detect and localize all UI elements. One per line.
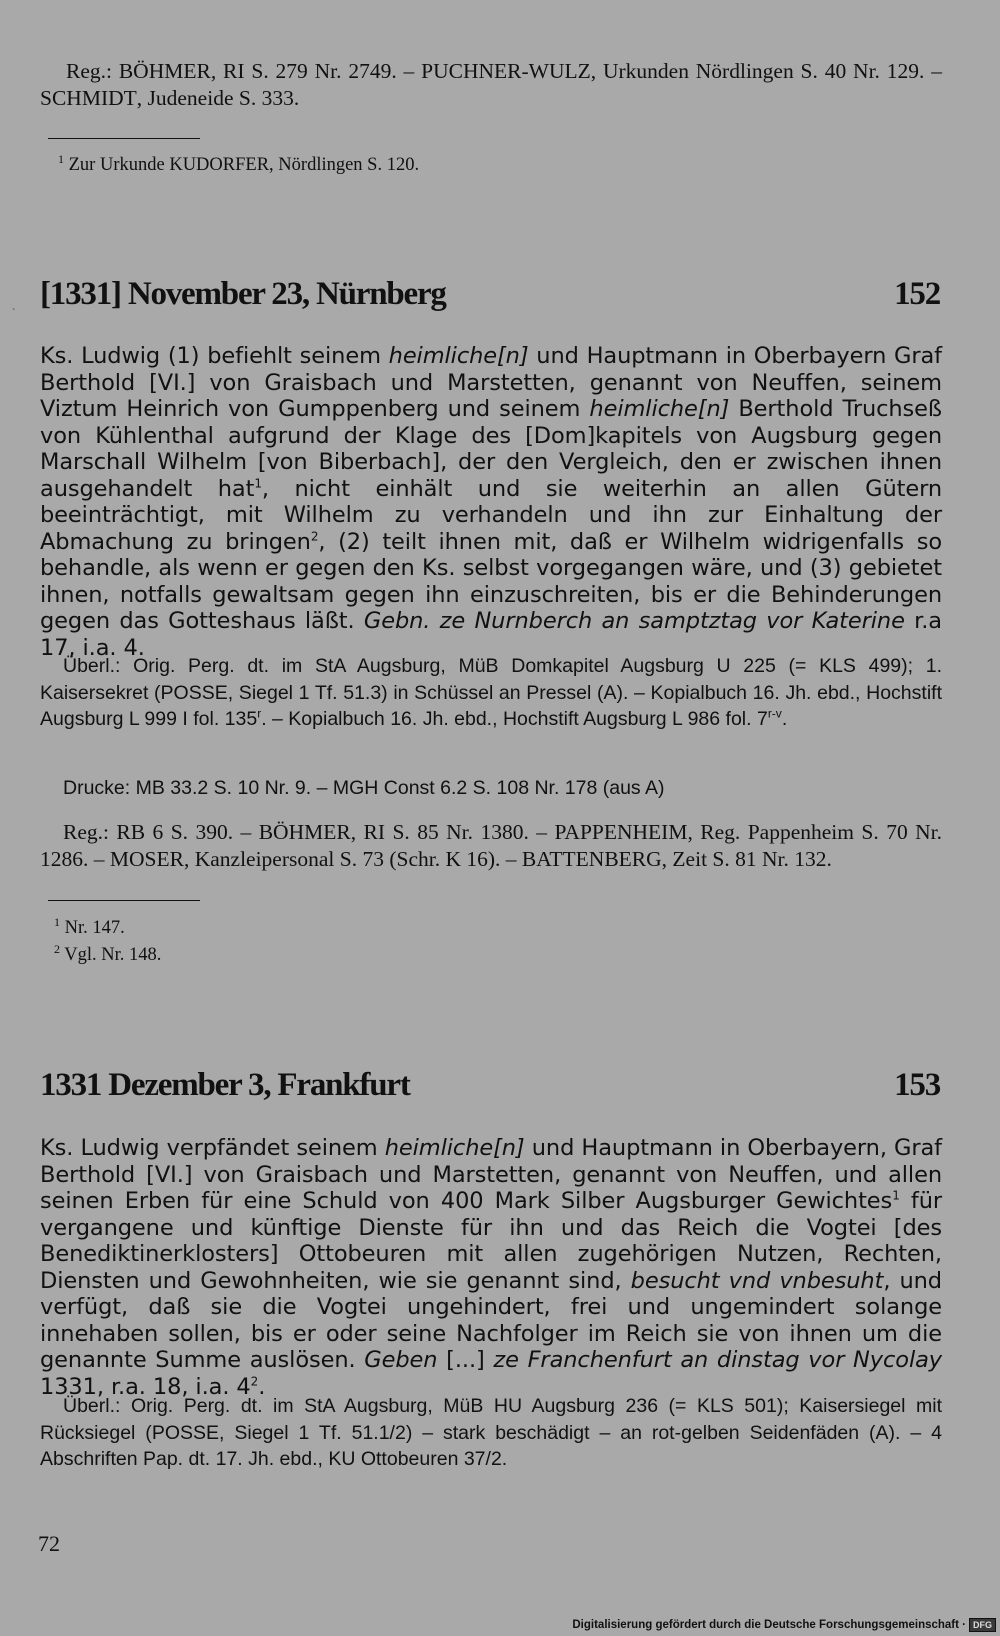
- document-heading-152: [40, 276, 940, 313]
- page-number: 72: [38, 1531, 60, 1556]
- dfg-logo: DFG: [969, 1618, 996, 1632]
- footnote-152-2: $^2$ Vgl. Nr. 148.: [54, 941, 162, 965]
- digitization-footer: [572, 1618, 996, 1632]
- margin-mark: `: [12, 308, 16, 319]
- document-number: 152: [894, 276, 940, 312]
- footer-text: Digitalisierung gefördert durch die Deutsche Forschungsgemeinschaft ·: [572, 1619, 966, 1631]
- drucke-152: [40, 775, 942, 802]
- ueberlieferung-paragraph: Überl.: Orig. Perg. dt. im StA Augsburg, MüB Domkapitel Augsburg U 225 (= KLS 499); 1. Kaisersekret (POSSE, Siegel 1 Tf. 51.3) in Schüssel an Pressel (A). – Kopialbuch 16. Jh. ebd., Hochstift Augsburg L 999 I fol. 135$^r$. – Kopialbuch 16. Jh. ebd., Hochstift Augsburg L 986 fol. 7$^{r-v}$.: [40, 655, 942, 730]
- footnote-top-1: $^1$ Zur Urkunde KUDORFER, Nördlingen S. 120.: [58, 151, 420, 175]
- document-number: 153: [894, 1067, 940, 1103]
- ueberlieferung-153: [40, 1393, 942, 1473]
- ueberlieferung-paragraph: Überl.: Orig. Perg. dt. im StA Augsburg, MüB HU Augsburg 236 (= KLS 501); Kaisersiegel mit Rücksiegel (POSSE, Siegel 1 Tf. 51.1/2) – stark beschädigt – an rot-gelben Seidenfäden (A). – 4 Abschriften Pap. dt. 17. Jh. ebd., KU Ottobeuren 37/2.: [40, 1395, 942, 1470]
- regesten-152: [40, 819, 942, 873]
- regesten-paragraph: Reg.: RB 6 S. 390. – BÖHMER, RI S. 85 Nr. 1380. – PAPPENHEIM, Reg. Pappenheim S. 70 Nr. 1286. – MOSER, Kanzleipersonal S. 73 (Schr. K 16). – BATTENBERG, Zeit S. 81 Nr. 132.: [40, 820, 942, 871]
- document-body-152: [40, 343, 942, 661]
- document-body-153: [40, 1135, 942, 1400]
- drucke-paragraph: Drucke: MB 33.2 S. 10 Nr. 9. – MGH Const 6.2 S. 108 Nr. 178 (aus A): [63, 777, 665, 799]
- regesten-paragraph-top: Reg.: BÖHMER, RI S. 279 Nr. 2749. – PUCHNER-WULZ, Urkunden Nördlingen S. 40 Nr. 129. – SCHMIDT, Judeneide S. 333.: [40, 59, 942, 110]
- ueberlieferung-152: [40, 653, 942, 733]
- document-heading-153: [40, 1067, 940, 1104]
- document-date-place: [1331] November 23, Nürnberg: [40, 276, 446, 312]
- footnote-152-1: $^1$ Nr. 147.: [54, 914, 125, 938]
- top-regesten: [40, 58, 942, 112]
- document-date-place: 1331 Dezember 3, Frankfurt: [40, 1067, 410, 1103]
- footnote-divider: [48, 138, 200, 139]
- footnote-divider: [48, 900, 200, 901]
- regest-text: Ks. Ludwig (1) befiehlt seinem heimliche[n] und Hauptmann in Oberbayern Graf Berthold [VI.] von Graisbach und Marstetten, genannt von Neuffen, seinem Viztum Heinrich von Gumppenberg und seinem heimliche[n] Berthold Truchseß von Kühlenthal aufgrund der Klage des [Dom]kapitels von Augsburg gegen Marschall Wilhelm [von Biberbach], der den Vergleich, den er zwischen ihnen ausgehandelt hat$^1$, nicht einhält und sie weiterhin an allen Gütern beeinträchtigt, mit Wilhelm zu verhandeln und ihn zur Einhaltung der Abmachung zu bringen$^2$, (2) teilt ihnen mit, daß er Wilhelm widrigenfalls so behandle, als wenn er gegen den Ks. selbst vorgegangen wäre, und (3) gebietet ihnen, notfalls gewaltsam gegen ihn einzuschreiten, bis er die Behinderungen gegen das Gotteshaus läßt. Gebn. ze Nurnberch an samptztag vor Katerine r.a 17, i.a. 4.: [40, 343, 942, 661]
- regest-text: Ks. Ludwig verpfändet seinem heimliche[n] und Hauptmann in Oberbayern, Graf Berthold [VI.] von Graisbach und Marstetten, genannt von Neuffen, und allen seinen Erben für eine Schuld von 400 Mark Silber Augsburger Gewichtes$^1$ für vergangene und künftige Dienste für ihn und das Reich die Vogtei [des Benediktinerklosters] Ottobeuren mit allen zugehörigen Nutzen, Rechten, Diensten und Gewohnheiten, wie sie genannt sind, besucht vnd vnbesuht, und verfügt, daß sie die Vogtei ungehindert, frei und ungemindert solange innehaben sollen, bis er oder seine Nachfolger im Reich sie von ihnen um die genannte Summe auslösen. Geben [...] ze Franchenfurt an dinstag vor Nycolay 1331, r.a. 18, i.a. $4^2$.: [40, 1135, 943, 1400]
